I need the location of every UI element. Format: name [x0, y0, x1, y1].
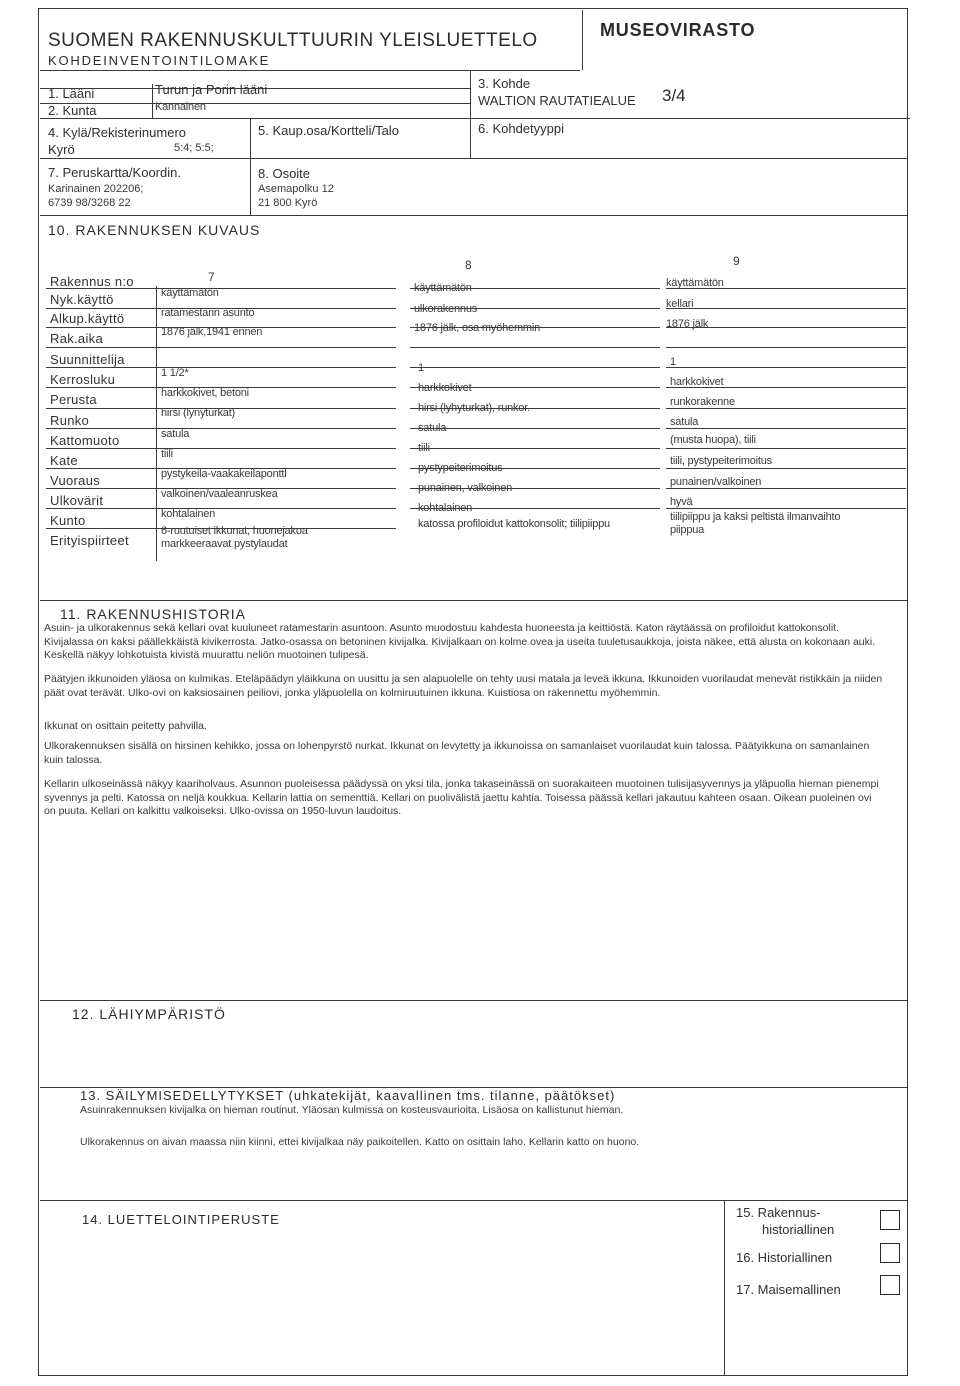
grid-line: [666, 468, 906, 469]
row-label-runko: Runko: [50, 413, 90, 428]
grid-line: [46, 508, 156, 509]
building-9-number: 9: [733, 254, 740, 268]
option-16-checkbox[interactable]: [880, 1243, 900, 1263]
row-label-ulkovarit: Ulkovärit: [50, 493, 104, 508]
building-8-runko: hirsi (lyhyturkat), runkor.: [418, 402, 530, 414]
building-9-nyk-kaytto: käyttämätön: [666, 277, 724, 289]
building-9-kattomuoto: satula: [670, 416, 699, 428]
kohde-value: WALTION RAUTATIEALUE: [478, 93, 636, 108]
option-15-checkbox[interactable]: [880, 1210, 900, 1230]
condition-line-2: Ulkorakennus on aivan maassa niin kiinni, ettei kivijalkaa näy paikoitellen. Katto on osittain laho. Kellarin katto on huono.: [80, 1136, 640, 1148]
building-9-erityispiirteet-2: piippua: [670, 524, 705, 536]
kohde-page-mark: 3/4: [662, 86, 686, 105]
building-7-erityispiirteet-1: 6-ruutuiset ikkunat; huonejakoa: [161, 525, 308, 537]
building-7-kerrosluku: 1 1/2*: [161, 367, 189, 379]
grid-line: [46, 528, 156, 529]
agency-name: MUSEOVIRASTO: [600, 20, 756, 40]
row-label-rak-aika: Rak.aika: [50, 331, 103, 346]
kohde-label: 3. Kohde: [478, 76, 531, 91]
grid-line: [156, 347, 396, 348]
building-8-kate: tiili: [418, 442, 430, 454]
building-7-ulkovarit: valkoinen/vaaleanruskea: [161, 488, 278, 500]
osoite-label: 8. Osoite: [258, 166, 311, 181]
form-title: SUOMEN RAKENNUSKULTTUURIN YLEISLUETTELO: [48, 30, 538, 51]
building-8-vuoraus: pystypeiterimoitus: [418, 462, 503, 474]
grid-line: [470, 70, 471, 158]
option-15-label-2: historiallinen: [762, 1222, 835, 1237]
building-9-perusta: harkkokivet: [670, 376, 724, 388]
grid-line: [724, 1200, 725, 1376]
grid-line: [666, 508, 906, 509]
section-11-title: 11. RAKENNUSHISTORIA: [60, 606, 246, 622]
section-10-title: 10. RAKENNUKSEN KUVAUS: [48, 222, 261, 238]
row-label-erityispiirteet: Erityispiirteet: [50, 533, 129, 548]
grid-line: [666, 448, 906, 449]
building-7-kate: tiili: [161, 448, 173, 460]
grid-line: [156, 448, 396, 449]
grid-line: [40, 158, 908, 159]
kunta-label: 2. Kunta: [48, 103, 97, 118]
building-8-kerrosluku: 1: [418, 362, 424, 374]
grid-line: [156, 428, 396, 429]
osoite-value-1: Asemapolku 12: [258, 183, 334, 195]
building-9-erityispiirteet-1: tiilipiippu ja kaksi peltistä ilmanvaihto: [670, 511, 841, 523]
grid-line: [666, 347, 906, 348]
building-7-runko: hirsi (lynyturkat): [161, 407, 236, 419]
building-8-number: 8: [465, 258, 472, 272]
grid-line: [410, 448, 660, 449]
building-9-runko: runkorakenne: [670, 396, 735, 408]
building-9-alkup-kaytto: kellari: [666, 298, 694, 310]
kunta-value: Kannainen: [155, 101, 206, 113]
building-7-rak-aika: 1876 jälk,1941 ennen: [161, 326, 263, 338]
history-paragraph-5: Kellarin ulkoseinässä näkyy kaariholvaus. Asunnon puoleisessa päädyssä on yksi tila, jonka takaseinässä on suorakaiteen muotoinen tulisijasyvennys ja yläpuolla hieman pienempi syvennys ja pelti. Katossa on neljä koukkua. Kellarin lattia on sementtiä. Kellari on puolivälistä jaettu kahtia. Toisessa päässä kellari jakautuu kahteen osaan. Oikean puoleinen ovi on puuta. Kellari on kalkittu valkoiseksi. Ulko-ovissa on 1950-luvun laudoitus.: [44, 778, 879, 817]
grid-line: [46, 327, 156, 328]
laani-label: 1. Lääni: [48, 86, 95, 101]
grid-line: [40, 70, 580, 71]
building-8-nyk-kaytto: käyttämätön: [414, 282, 472, 294]
grid-line: [152, 84, 153, 118]
building-7-perusta: harkkokivet, betoni: [161, 387, 249, 399]
building-9-rak-aika: 1876 jälk: [666, 318, 709, 330]
section-12-title: 12. LÄHIYMPÄRISTÖ: [72, 1006, 226, 1022]
grid-line: [410, 367, 660, 368]
building-8-erityispiirteet-1: katossa profiloidut kattokonsolit; tiilipiippu: [418, 518, 610, 530]
row-label-vuoraus: Vuoraus: [50, 473, 101, 488]
row-label-kate: Kate: [50, 453, 78, 468]
grid-line: [666, 308, 906, 309]
building-8-rak-aika: 1876 jälk, osa myöhemmin: [414, 322, 541, 334]
building-7-nyk-kaytto: käyttämätön: [161, 287, 219, 299]
option-16-label: 16. Historiallinen: [736, 1250, 833, 1265]
grid-line: [40, 103, 470, 104]
building-8-ulkovarit: punainen, valkoinen: [418, 482, 513, 494]
option-15-label: 15. Rakennus-: [736, 1205, 821, 1220]
section-divider: [40, 1200, 908, 1201]
form-subtitle: KOHDEINVENTOINTILOMAKE: [48, 53, 271, 68]
option-17-label: 17. Maisemallinen: [736, 1282, 841, 1297]
section-divider: [40, 600, 908, 601]
grid-line: [46, 367, 156, 368]
building-7-kattomuoto: satula: [161, 428, 190, 440]
building-8-kattomuoto: satula: [418, 422, 447, 434]
row-label-alkup-kaytto: Alkup.käyttö: [50, 311, 125, 326]
building-9-kate: (musta huopa), tiili: [670, 434, 756, 446]
row-label-perusta: Perusta: [50, 392, 97, 407]
row-label-nyk-kaytto: Nyk.käyttö: [50, 292, 114, 307]
building-7-vuoraus: pystykeila-vaakakeilaponttl: [161, 468, 287, 480]
history-paragraph-3: Ikkunat on osittain peitetty pahvilla.: [44, 720, 207, 732]
grid-line: [40, 215, 908, 216]
building-7-number: 7: [208, 270, 215, 284]
building-7-erityispiirteet-2: markkeeraavat pystylaudat: [161, 538, 288, 550]
peruskartta-value-1: Karinainen 202206;: [48, 183, 144, 195]
kaupunginosa-label: 5. Kaup.osa/Kortteli/Talo: [258, 123, 399, 138]
grid-line: [666, 367, 906, 368]
building-9-ulkovarit: punainen/valkoinen: [670, 476, 762, 488]
grid-line: [470, 118, 910, 119]
kyla-name: Kyrö: [48, 142, 75, 157]
kyla-label: 4. Kylä/Rekisterinumero: [48, 125, 186, 140]
condition-line-1: Asuinrakennuksen kivijalka on hieman routinut. Yläosan kulmissa on kosteusvaurioita. Lisäosa on kallistunut hieman.: [80, 1104, 624, 1116]
section-14-title: 14. LUETTELOINTIPERUSTE: [82, 1212, 280, 1227]
option-17-checkbox[interactable]: [880, 1275, 900, 1295]
grid-line: [46, 488, 156, 489]
row-label-kunto: Kunto: [50, 513, 86, 528]
building-8-kunto: kohtalainen: [418, 502, 473, 514]
grid-line: [666, 408, 906, 409]
history-paragraph-1: Asuin- ja ulkorakennus sekä kellari ovat kuuluneet ratamestarin asuntoon. Asunto muodostuu kahdesta huoneesta ja keittiöstä. Katon räytäässä on profiloidut kattokonsolit. Kivijalassa on kaksi päällekkäistä kivikerrosta. Jatko-osassa on betoninen kivijalka. Kivijalkaan on kolme ovea ja useita tuuletusaukkoja, joista näkee, että alusta on kokonaan auki. Keskellä näkyy lohkotuista kivistä muurattu neliön muotoinen tulipesä.: [44, 622, 876, 661]
building-7-alkup-kaytto: ratamestarin asunto: [161, 307, 255, 319]
grid-line: [666, 488, 906, 489]
grid-line: [40, 118, 470, 119]
building-8-perusta: harkkokivet: [418, 382, 472, 394]
building-9-kerrosluku: 1: [670, 356, 676, 368]
grid-line: [410, 347, 660, 348]
kohdetyyppi-label: 6. Kohdetyyppi: [478, 121, 565, 136]
laani-value: Turun ja Porin lääni: [155, 82, 268, 97]
grid-line: [156, 367, 396, 368]
kyla-value: 5:4; 5:5;: [174, 142, 214, 154]
peruskartta-value-2: 6739 98/3268 22: [48, 197, 131, 209]
building-9-kunto: hyvä: [670, 496, 693, 508]
building-8-alkup-kaytto: ulkorakennus: [414, 303, 478, 315]
peruskartta-label: 7. Peruskartta/Koordin.: [48, 165, 181, 180]
grid-line: [46, 468, 156, 469]
history-paragraph-2: Päätyjen ikkunoiden yläosa on kulmikas. Eteläpäädyn yläikkuna on uusittu ja sen alapuolelle on tehty uusi matala ja leveä ikkuna. Ikkunoiden vuorilaudat menevät ristikkäin ja niiden päät ovat terävät. Ulko-ovi on kaksiosainen peiliovi, jonka yläpuolella on kolmiruutuinen ikkuna. Kuistiosa on rakennettu myöhemmin.: [44, 673, 883, 699]
row-label-kerrosluku: Kerrosluku: [50, 372, 116, 387]
grid-line: [46, 347, 156, 348]
grid-line: [156, 286, 157, 561]
grid-line: [250, 118, 251, 216]
grid-line: [46, 428, 156, 429]
grid-line: [46, 408, 156, 409]
grid-line: [46, 308, 156, 309]
building-7-kunto: kohtalainen: [161, 508, 216, 520]
row-label-kattomuoto: Kattomuoto: [50, 433, 120, 448]
osoite-value-2: 21 800 Kyrö: [258, 197, 318, 209]
history-paragraph-4: Ulkorakennuksen sisällä on hirsinen kehikko, jossa on lohenpyrstö nurkat. Ikkunat on levytetty ja ikkunoissa on samanlaiset vuorilaudat kuin talossa. Päätyikkuna on samanlainen kuin talossa.: [44, 740, 870, 766]
grid-line: [582, 10, 583, 70]
grid-line: [46, 387, 156, 388]
section-13-title: 13. SÄILYMISEDELLYTYKSET (uhkatekijät, kaavallinen tms. tilanne, päätökset): [80, 1088, 616, 1103]
grid-line: [46, 448, 156, 449]
grid-line: [410, 428, 660, 429]
grid-line: [666, 428, 906, 429]
building-9-vuoraus: tiili, pystypeiterimoitus: [670, 455, 772, 467]
row-label-suunnittelija: Suunnittelija: [50, 352, 125, 367]
section-divider: [40, 1000, 908, 1001]
grid-line: [46, 288, 156, 289]
row-label-rakennus: Rakennus n:o: [50, 274, 134, 289]
